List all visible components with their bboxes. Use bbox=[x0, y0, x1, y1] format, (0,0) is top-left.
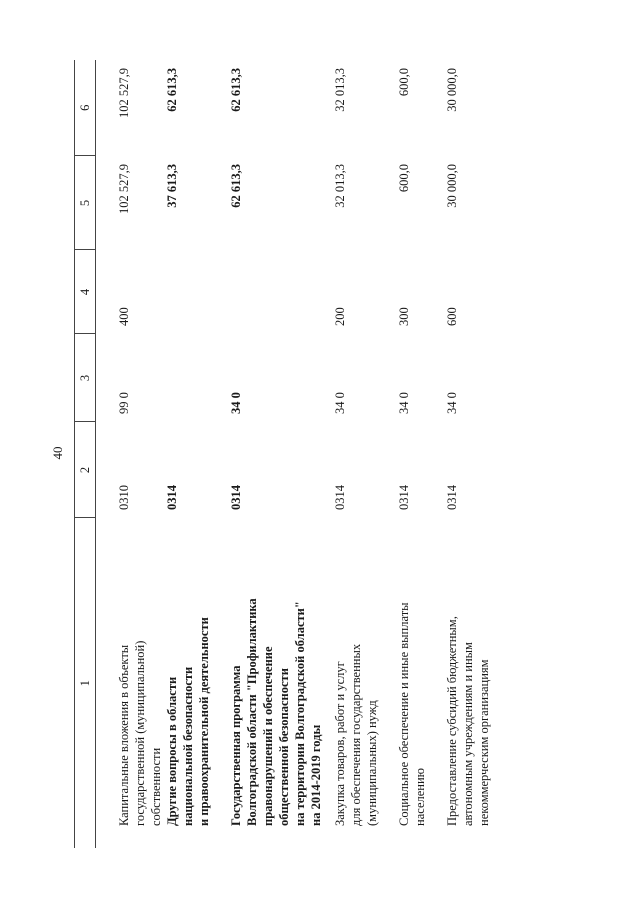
header-col-2: 2 bbox=[75, 422, 96, 518]
amount-col-6-cell: 62 613,3 bbox=[165, 68, 179, 112]
row-name-line: Волгоградской области "Профилактика bbox=[245, 598, 259, 826]
row-name-line: правонарушений и обеспечение bbox=[261, 646, 275, 826]
row-name-cell bbox=[96, 518, 165, 848]
amount-col-6-cell: 600,0 bbox=[397, 68, 411, 97]
target-article-cell bbox=[164, 334, 228, 422]
row-name-line: Другие вопросы в области bbox=[165, 676, 179, 826]
section-code-cell: 0314 bbox=[333, 485, 347, 510]
amount-col-6-cell: 62 613,3 bbox=[229, 68, 243, 112]
row-name-line: национальной безопасности bbox=[181, 666, 195, 826]
expense-type-cell: 300 bbox=[397, 307, 411, 326]
table-body bbox=[96, 60, 497, 848]
header-col-6: 6 bbox=[75, 60, 96, 156]
amount-col-5-cell: 62 613,3 bbox=[229, 164, 243, 208]
row-name-cell bbox=[332, 518, 396, 848]
budget-table bbox=[74, 60, 496, 848]
row-name-line: некоммерческим организациям bbox=[477, 659, 491, 826]
row-name-line: на 2014-2019 годы bbox=[309, 724, 323, 826]
target-article-cell: 34 0 bbox=[397, 392, 411, 414]
row-name-cell bbox=[228, 518, 332, 848]
row-name-line: для обеспечения государственных bbox=[349, 643, 363, 826]
row-name-line: на территории Волгоградской области" bbox=[293, 601, 307, 826]
amount-col-5-cell: 600,0 bbox=[397, 164, 411, 193]
page-number: 40 bbox=[50, 446, 65, 460]
row-name-line: Социальное обеспечение и иные выплаты bbox=[397, 602, 411, 826]
row-name-cell bbox=[164, 518, 228, 848]
target-article-cell: 34 0 bbox=[333, 392, 347, 414]
header-col-5: 5 bbox=[75, 156, 96, 250]
expense-type-cell: 600 bbox=[445, 307, 459, 326]
row-name-line: автономным учреждениям и иным bbox=[461, 642, 475, 826]
row-name-line: собственности bbox=[149, 747, 163, 826]
row-name-line: и правоохранительной деятельности bbox=[197, 617, 211, 826]
amount-col-5-cell: 30 000,0 bbox=[445, 164, 459, 208]
row-name-line: государственной (муниципальной) bbox=[133, 640, 147, 826]
section-code-cell: 0310 bbox=[117, 485, 131, 510]
section-code-cell: 0314 bbox=[445, 485, 459, 510]
section-code-cell: 0314 bbox=[165, 485, 179, 510]
section-code-cell: 0314 bbox=[229, 485, 243, 510]
header-row bbox=[75, 60, 96, 848]
target-article-cell: 34 0 bbox=[445, 392, 459, 414]
rotated-document-sheet bbox=[74, 60, 634, 848]
row-name-line: Закупка товаров, работ и услуг bbox=[333, 661, 347, 826]
section-code-cell: 0314 bbox=[397, 485, 411, 510]
row-name-line: Капитальные вложения в объекты bbox=[117, 644, 131, 826]
table-row bbox=[396, 60, 444, 848]
table-row bbox=[332, 60, 396, 848]
row-name-line: населению bbox=[413, 768, 427, 826]
row-name-cell bbox=[444, 518, 496, 848]
target-article-cell: 99 0 bbox=[117, 392, 131, 414]
table-row bbox=[164, 60, 228, 848]
amount-col-5-cell: 32 013,3 bbox=[333, 164, 347, 208]
amount-col-6-cell: 30 000,0 bbox=[445, 68, 459, 112]
row-name-line: Государственная программа bbox=[229, 665, 243, 826]
header-col-3: 3 bbox=[75, 334, 96, 422]
expense-type-cell bbox=[228, 250, 332, 334]
expense-type-cell: 400 bbox=[117, 307, 131, 326]
amount-col-5-cell: 37 613,3 bbox=[165, 164, 179, 208]
table-row bbox=[96, 60, 165, 848]
header-col-1: 1 bbox=[75, 518, 96, 848]
row-name-line: (муниципальных) нужд bbox=[365, 700, 379, 826]
row-name-line: Предоставление субсидий бюджетным, bbox=[445, 616, 459, 826]
row-name-line: общественной безопасности bbox=[277, 668, 291, 826]
table-row bbox=[228, 60, 332, 848]
expense-type-cell: 200 bbox=[333, 307, 347, 326]
amount-col-6-cell: 102 527,9 bbox=[117, 68, 131, 118]
table-row bbox=[444, 60, 496, 848]
target-article-cell: 34 0 bbox=[229, 392, 243, 414]
header-col-4: 4 bbox=[75, 250, 96, 334]
expense-type-cell bbox=[164, 250, 228, 334]
row-name-cell bbox=[396, 518, 444, 848]
amount-col-6-cell: 32 013,3 bbox=[333, 68, 347, 112]
amount-col-5-cell: 102 527,9 bbox=[117, 164, 131, 214]
